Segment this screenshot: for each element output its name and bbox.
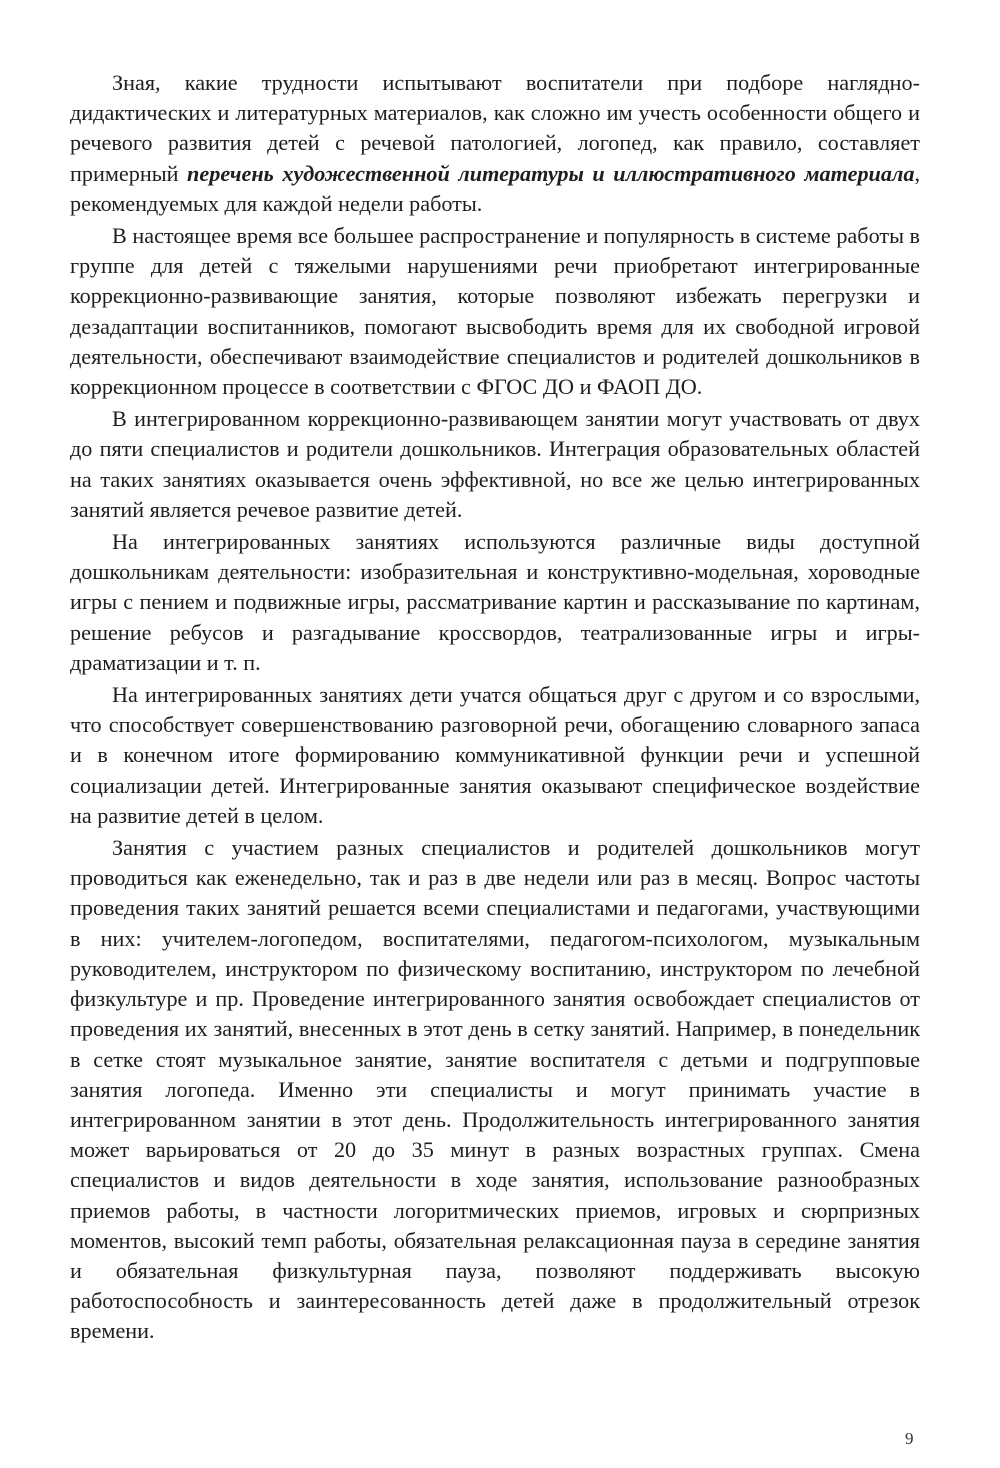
emphasized-phrase: перечень художественной литературы и иллюстративного материала [187, 160, 915, 186]
paragraph-4: На интегрированных занятиях используются различные виды доступной дошкольникам деятельности: изобразительная и конструктивно-модельная, хороводные игры с пением и подвижные игры, рассматривание картин и рассказывание по картинам, решение ребусов и разгадывание кроссвордов, театрализованные игры и игры-драматизации и т. п. [70, 529, 920, 675]
paragraph-1-lead: Зная, какие трудности испытывают воспитатели при подборе наглядно-дидактических и литературных материалов, как сложно им учесть особенности общего и речевого развития детей с речевой патологией, логопед, как правило, составляет примерный [70, 70, 920, 186]
paragraph-1-tail: , рекомендуемых для каждой недели работы. [70, 160, 920, 216]
paragraph-1 [70, 68, 920, 219]
paragraph-2: В настоящее время все большее распространение и популярность в системе работы в группе для детей с тяжелыми нарушениями речи приобретают интегрированные коррекционно-развивающие занятия, которые позволяют избежать перегрузки и дезадаптации воспитанников, помогают высвободить время для их свободной игровой деятельности, обеспечивают взаимодействие специалистов и родителей дошкольников в коррекционном процессе в соответствии с ФГОС ДО и ФАОП ДО. [70, 223, 920, 400]
body-text [70, 68, 920, 1347]
paragraph-3: В интегрированном коррекционно-развивающем занятии могут участвовать от двух до пяти специалистов и родители дошкольников. Интеграция образовательных областей на таких занятиях оказывается очень эффективной, но все же целью интегрированных занятий является речевое развитие детей. [70, 406, 920, 522]
paragraph-6: Занятия с участием разных специалистов и родителей дошкольников могут проводиться как еженедельно, так и раз в две недели или раз в месяц. Вопрос частоты проведения таких занятий решается всеми специалистами и педагогами, участвующими в них: учителем-логопедом, воспитателями, педагогом-психологом, музыкальным руководителем, инструктором по физическому воспитанию, инструктором по лечебной физкультуре и пр. Проведение интегрированного занятия освобождает специалистов от проведения их занятий, внесенных в этот день в сетку занятий. Например, в понедельник в сетке стоят музыкальное занятие, занятие воспитателя с детьми и подгрупповые занятия логопеда. Именно эти специалисты и могут принимать участие в интегрированном занятии в этот день. Продолжительность интегрированного занятия может варьироваться от 20 до 35 минут в разных возрастных группах. Смена специалистов и видов деятельности в ходе занятия, использование разнообразных приемов работы, в частности логоритмических приемов, игровых и сюрпризных моментов, высокий темп работы, обязательная релаксационная пауза в середине занятия и обязательная физкультурная пауза, позволяют поддерживать высокую работоспособность и заинтересованность детей даже в продолжительный отрезок времени. [70, 835, 920, 1344]
paragraph-5: На интегрированных занятиях дети учатся общаться друг с другом и со взрослыми, что способствует совершенствованию разговорной речи, обогащению словарного запаса и в конечном итоге формированию коммуникативной функции речи и успешной социализации детей. Интегрированные занятия оказывают специфическое воздействие на развитие детей в целом. [70, 682, 920, 828]
page-number: 9 [905, 1429, 914, 1448]
